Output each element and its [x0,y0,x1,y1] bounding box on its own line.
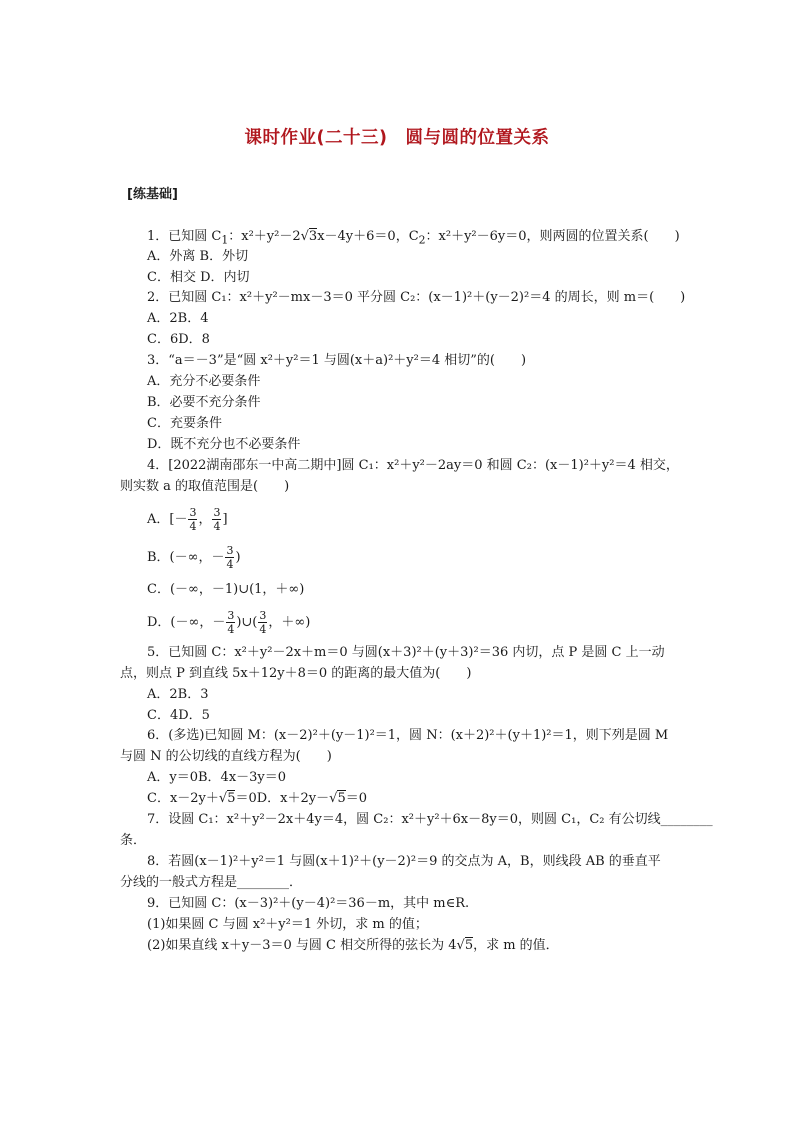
denominator: 4 [189,520,197,533]
q6cd-text: C．x－2y＋ [147,791,219,806]
fraction [226,609,235,636]
q4a-text: ， [198,512,212,527]
question-3-option-a: A．充分不必要条件 [147,374,261,389]
question-9-part-2: (2)如果直线 x＋y－3＝0 与圆 C 相交所得的弦长为 4√5，求 m 的值． [147,938,559,953]
q6cd-text: ＝0 [345,791,367,806]
question-3-option-d: D．既不充分也不必要条件 [147,437,301,452]
numerator: 3 [189,506,197,519]
denominator: 4 [259,623,267,636]
question-5-options-ab: A．2B．3 [147,687,209,702]
question-7-stem-line1: 7．设圆 C₁：x²＋y²－2x＋4y＝4，圆 C₂：x²＋y²＋6x－8y＝0，则圆 C₁，C₂ 有公切线________ [147,812,713,827]
q4d-text: )∪( [236,615,258,630]
q4b-text: ) [235,550,241,565]
q9-text: ，求 m 的值． [473,938,559,953]
q1-text: ：x²＋y²－6y＝0，则两圆的位置关系( ) [425,229,680,244]
page-title: 课时作业(二十三) 圆与圆的位置关系 [244,128,550,148]
radicand: 5 [227,791,236,806]
fraction [212,506,221,533]
q1-radicand: 3 [308,229,318,244]
denominator: 4 [227,623,235,636]
question-1-options-cd: C．相交 D．内切 [147,270,250,285]
q6cd-text: ＝0D．x＋2y－ [235,791,330,806]
question-1-options-ab: A．外离 B．外切 [147,249,249,264]
numerator: 3 [226,544,234,557]
fraction [225,544,234,571]
question-5-stem-line1: 5．已知圆 C：x²＋y²－2x＋m＝0 与圆(x＋3)²＋(y＋3)²＝36 内切，点 P 是圆 C 上一动 [147,645,665,660]
question-3-stem: 3．“a＝－3”是“圆 x²＋y²＝1 与圆(x＋a)²＋y²＝4 相切”的( ) [147,353,527,368]
question-4-option-c: C．(－∞，－1)∪(1，＋∞) [147,582,305,597]
q1-text: 1．已知圆 C [147,229,222,244]
q1-sub: 2 [418,233,426,247]
question-7-stem-line2: 条． [120,833,147,848]
question-9-stem: 9．已知圆 C：(x－3)²＋(y－4)²＝36－m，其中 m∈R. [147,896,470,911]
question-2-options-cd: C．6D．8 [147,332,210,347]
question-5-options-cd: C．4D．5 [147,708,210,723]
q1-text: x－4y＋6＝0，C [317,229,419,244]
question-3-option-b: B．必要不充分条件 [147,395,261,410]
question-2-stem: 2．已知圆 C₁：x²＋y²－mx－3＝0 平分圆 C₂：(x－1)²＋(y－2)²＝4 的周长，则 m＝( ) [147,290,686,305]
numerator: 3 [259,609,267,622]
q1-sub: 1 [221,233,229,247]
q9-text: (2)如果直线 x＋y－3＝0 与圆 C 相交所得的弦长为 4 [147,938,457,953]
question-6-stem-line1: 6．(多选)已知圆 M：(x－2)²＋(y－1)²＝1，圆 N：(x＋2)²＋(y＋1)²＝1，则下列是圆 M [147,728,669,743]
question-6-options-ab: A．y＝0B．4x－3y＝0 [147,770,287,785]
numerator: 3 [213,506,221,519]
question-4-stem-line2: 则实数 a 的取值范围是( ) [120,479,290,494]
question-6-options-cd: C．x－2y＋√5＝0D．x＋2y－√5＝0 [147,791,367,806]
q4d-text: D．(－∞，－ [147,615,226,630]
question-4-stem-line1: 4．[2022湖南邵东一中高二期中]圆 C₁：x²＋y²－2ay＝0 和圆 C₂：(x－1)²＋y²＝4 相交， [147,458,679,473]
fraction [258,609,267,636]
question-6-stem-line2: 与圆 N 的公切线的直线方程为( ) [120,749,332,764]
q4d-text: ，＋∞) [268,615,311,630]
question-4-option-d [147,609,310,636]
section-heading: [练基础] [127,187,178,202]
radicand: 5 [464,938,474,953]
q4a-text: ] [222,512,228,527]
q1-text: ：x²＋y²－2 [228,229,301,244]
question-3-option-c: C．充要条件 [147,416,222,431]
question-1-stem: 1．已知圆 $C_1$：x²＋y²－2√3x－4y＋6＝0，$C_2$：x²＋y²－6y＝0，则两圆的位置关系( ) [147,229,680,247]
radicand: 5 [337,791,346,806]
question-4-option-a [147,506,228,533]
question-2-options-ab: A．2B．4 [147,311,209,326]
question-8-stem-line1: 8．若圆(x－1)²＋y²＝1 与圆(x＋1)²＋(y－2)²＝9 的交点为 A，B，则线段 AB 的垂直平 [147,854,661,869]
question-8-stem-line2: 分线的一般式方程是________． [120,875,303,890]
fraction [188,506,197,533]
denominator: 4 [226,558,234,571]
q4a-text: A．[－ [147,512,188,527]
question-9-part-1: (1)如果圆 C 与圆 x²＋y²＝1 外切，求 m 的值； [147,917,428,932]
denominator: 4 [213,520,221,533]
question-5-stem-line2: 点，则点 P 到直线 5x＋12y＋8＝0 的距离的最大值为( ) [120,666,472,681]
numerator: 3 [227,609,235,622]
question-4-option-b [147,544,241,571]
q4b-text: B．(－∞，－ [147,550,225,565]
